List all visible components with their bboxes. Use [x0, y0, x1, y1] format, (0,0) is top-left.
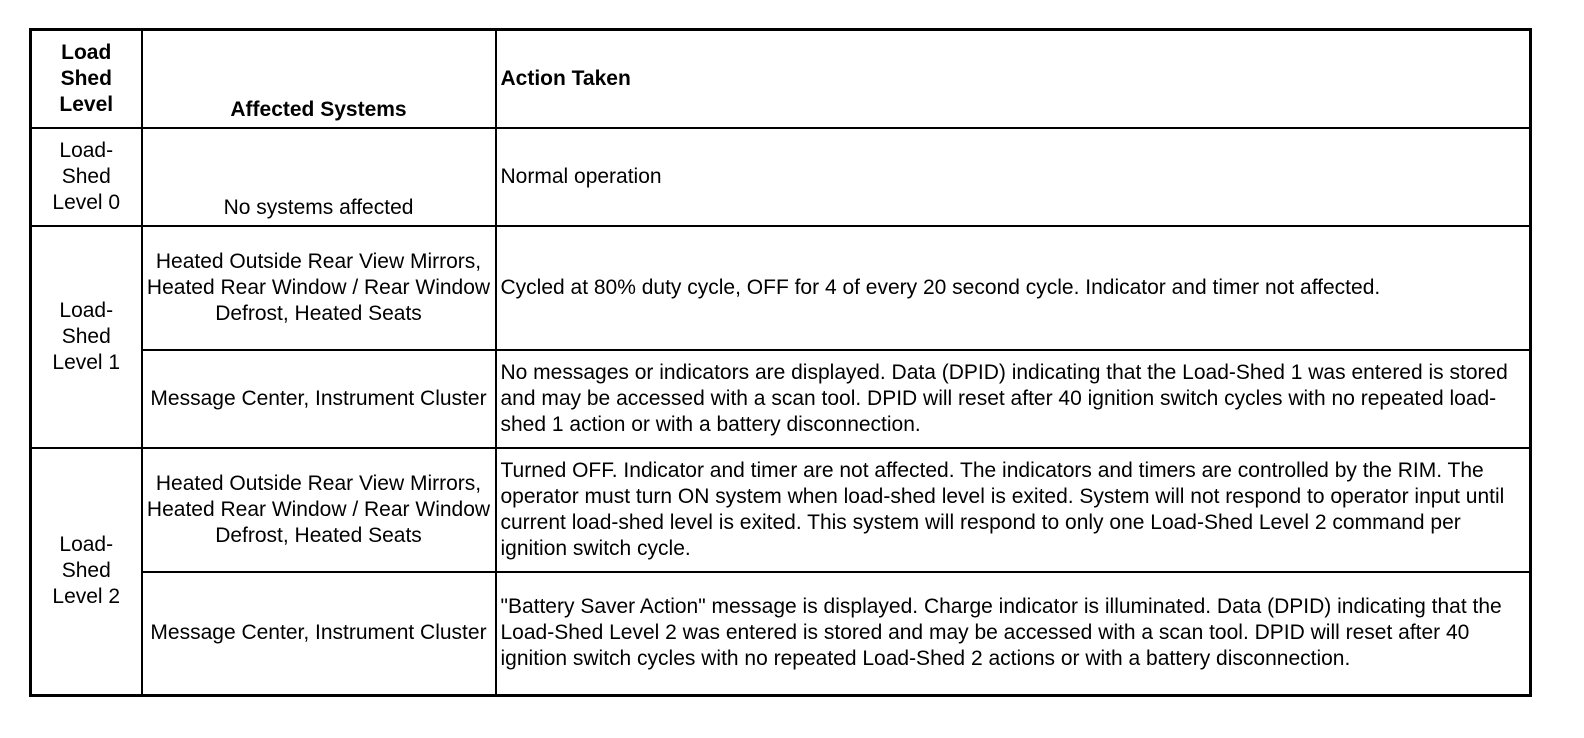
affected-systems-cell: No systems affected: [142, 128, 496, 226]
level-line: Level 1: [52, 350, 121, 374]
affected-systems-cell: Message Center, Instrument Cluster: [142, 350, 496, 448]
level-line: Load-: [59, 298, 114, 322]
level-line: Shed: [61, 164, 111, 188]
affected-systems-cell: Heated Outside Rear View Mirrors, Heated Rear Window / Rear Window Defrost, Heated Seats: [142, 226, 496, 350]
table-row: [31, 572, 1531, 696]
action-taken-cell: Turned OFF. Indicator and timer are not affected. The indicators and timers are controlled by the RIM. The operator must turn ON system when load-shed level is exited. System will not respond to operator input until current load-shed level is exited. This system will respond to only one Load-Shed Level 2 command per ignition switch cycle.: [496, 448, 1531, 572]
header-level-line: Load: [61, 40, 112, 64]
affected-systems-cell: Heated Outside Rear View Mirrors, Heated Rear Window / Rear Window Defrost, Heated Seats: [142, 448, 496, 572]
header-affected-systems: Affected Systems: [142, 30, 496, 128]
table-row: [31, 128, 1531, 226]
table-row: [31, 448, 1531, 572]
table-row: [31, 350, 1531, 448]
level-cell: [31, 128, 142, 226]
level-line: Level 0: [52, 190, 121, 214]
level-line: Shed: [61, 559, 111, 583]
action-taken-cell: No messages or indicators are displayed. Data (DPID) indicating that the Load-Shed 1 was entered is stored and may be accessed with a scan tool. DPID will reset after 40 ignition switch cycles with no repeated load-shed 1 action or with a battery disconnection.: [496, 350, 1531, 448]
affected-systems-cell: Message Center, Instrument Cluster: [142, 572, 496, 696]
level-line: Shed: [61, 324, 111, 348]
level-line: Level 2: [52, 585, 121, 609]
header-load-shed-level: [31, 30, 142, 128]
table-header-row: [31, 30, 1531, 128]
load-shed-table: [29, 28, 1532, 697]
action-taken-cell: "Battery Saver Action" message is displayed. Charge indicator is illuminated. Data (DPID) indicating that the Load-Shed Level 2 was entered is stored and may be accessed with a scan tool. DPID will reset after 40 ignition switch cycles with no repeated Load-Shed 2 actions or with a battery disconnection.: [496, 572, 1531, 696]
header-action-taken: Action Taken: [496, 30, 1531, 128]
header-level-line: Shed: [60, 66, 112, 90]
header-level-line: Level: [59, 92, 114, 116]
action-taken-cell: Normal operation: [496, 128, 1531, 226]
level-cell: [31, 448, 142, 696]
table-row: [31, 226, 1531, 350]
level-cell: [31, 226, 142, 448]
action-taken-cell: Cycled at 80% duty cycle, OFF for 4 of every 20 second cycle. Indicator and timer not affected.: [496, 226, 1531, 350]
level-line: Load-: [59, 533, 114, 557]
level-line: Load-: [59, 138, 114, 162]
